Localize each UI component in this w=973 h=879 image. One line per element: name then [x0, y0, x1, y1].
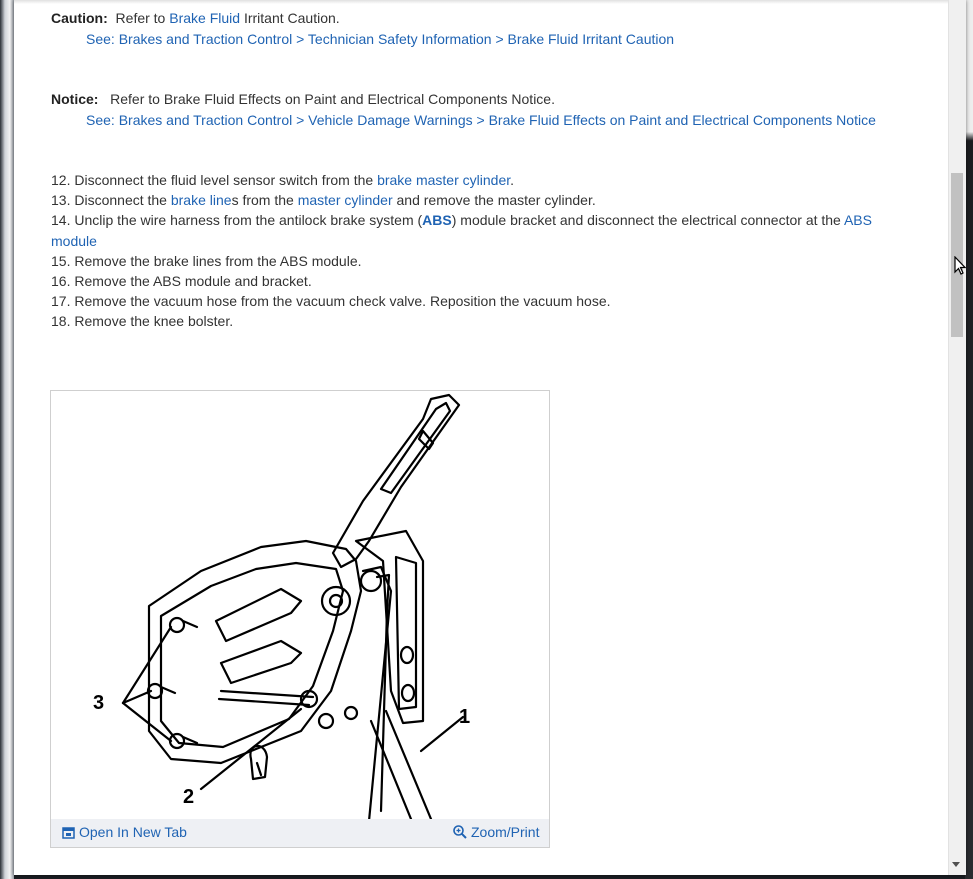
- step-13-text: Disconnect the: [74, 192, 167, 208]
- background-desktop-edge: [965, 0, 973, 879]
- step-14-text: Unclip the wire harness from the antilock brake system (: [74, 212, 423, 228]
- abs-module-link-continued[interactable]: module: [51, 233, 97, 249]
- step-12-text: Disconnect the fluid level sensor switch from the: [74, 172, 374, 188]
- zoom-print-button[interactable]: [453, 824, 539, 840]
- step-15: 15. Remove the brake lines from the ABS module.: [51, 253, 362, 269]
- step-18: 18. Remove the knee bolster.: [51, 313, 234, 329]
- background-window-edge: [0, 0, 14, 879]
- vertical-scrollbar[interactable]: [948, 0, 966, 875]
- notice-line: [51, 89, 555, 109]
- brake-line-link[interactable]: brake line: [170, 192, 232, 208]
- callout-2: 2: [183, 786, 195, 808]
- abs-abbreviation[interactable]: ABS: [422, 212, 452, 228]
- zoom-print-label: Zoom/Print: [471, 824, 540, 840]
- zoom-icon: [453, 825, 467, 839]
- step-12: [51, 170, 514, 190]
- open-new-tab-icon: [62, 827, 75, 839]
- figure-toolbar: [51, 819, 549, 847]
- scroll-down-arrow-icon[interactable]: [952, 862, 960, 867]
- step-14-number: 14.: [51, 212, 71, 228]
- caution-see-link[interactable]: See: Brakes and Traction Control > Technician Safety Information > Brake Fluid Irritant Caution: [86, 31, 675, 47]
- brake-fluid-link[interactable]: Brake Fluid: [169, 10, 241, 26]
- step-12-number: 12.: [51, 172, 71, 188]
- scrollbar-thumb[interactable]: [951, 173, 963, 337]
- step-14-mid: ) module bracket and disconnect the electrical connector at the: [451, 212, 841, 228]
- caution-label: Caution:: [51, 10, 108, 26]
- step-14: [51, 210, 872, 230]
- callout-1: 1: [459, 706, 471, 728]
- notice-see-link[interactable]: See: Brakes and Traction Control > Vehicle Damage Warnings > Brake Fluid Effects on Paint and Electrical Components Notice: [86, 112, 876, 128]
- step-13-end: and remove the master cylinder.: [396, 192, 596, 208]
- caution-line: [51, 8, 340, 28]
- open-new-tab-label: Open In New Tab: [79, 824, 187, 840]
- step-16: 16. Remove the ABS module and bracket.: [51, 273, 312, 289]
- brake-pedal-figure: [50, 390, 550, 848]
- master-cylinder-link[interactable]: master cylinder: [297, 192, 393, 208]
- step-13-number: 13.: [51, 192, 71, 208]
- caution-refer-text: Refer to: [115, 10, 166, 26]
- caution-rest-text: Irritant Caution.: [243, 10, 340, 26]
- brake-master-cylinder-link[interactable]: brake master cylinder: [377, 172, 511, 188]
- abs-module-link[interactable]: ABS: [843, 212, 872, 228]
- notice-text: Refer to Brake Fluid Effects on Paint and Electrical Components Notice.: [110, 91, 555, 107]
- mouse-cursor-icon: [954, 256, 966, 276]
- step-12-end: .: [510, 172, 515, 188]
- open-new-tab-button[interactable]: [62, 824, 187, 840]
- step-13-mid: s from the: [231, 192, 294, 208]
- brake-pedal-illustration: [51, 391, 549, 819]
- document-window: [14, 0, 966, 875]
- top-shadow: [14, 0, 966, 4]
- callout-3: 3: [93, 692, 105, 714]
- step-17: 17. Remove the vacuum hose from the vacuum check valve. Reposition the vacuum hose.: [51, 293, 611, 309]
- notice-label: Notice:: [51, 91, 99, 107]
- step-13: [51, 190, 596, 210]
